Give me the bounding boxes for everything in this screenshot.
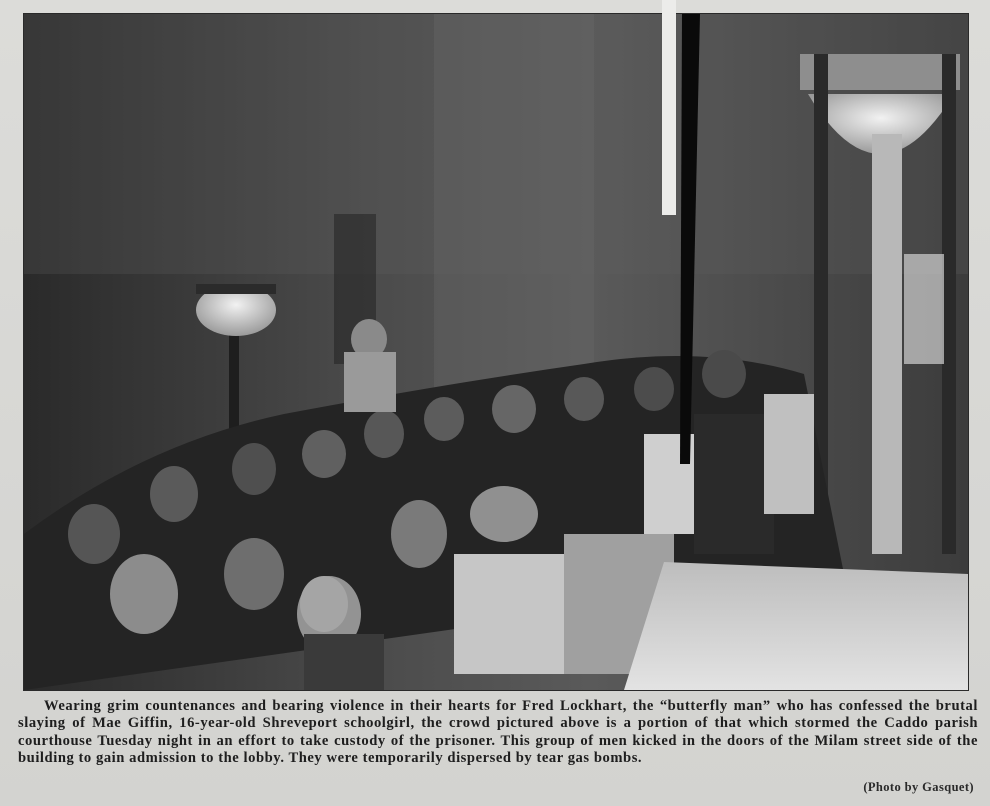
paper-fold-strip	[662, 0, 676, 215]
caption-text: Wearing grim countenances and bearing violence in their hearts for Fred Lockhart, the “butterfly man” who has confessed the brutal slaying of Mae Giffin, 16-year-old Shreveport schoolgirl, the crowd pictured above is a portion of that which stormed the Caddo parish courthouse Tuesday night in an effort to take custody of the prisoner. This group of men kicked in the doors of the Milam street side of the building to gain admission to the lobby. They were temporarily dispersed by tear gas bombs.	[18, 698, 978, 767]
photo-caption	[18, 698, 978, 768]
man-with-fedora	[470, 486, 538, 542]
foreground-ledge	[624, 562, 968, 690]
crowd-photograph	[24, 14, 968, 690]
photo-credit: (Photo by Gasquet)	[863, 780, 974, 794]
photo-illustration	[24, 14, 968, 690]
